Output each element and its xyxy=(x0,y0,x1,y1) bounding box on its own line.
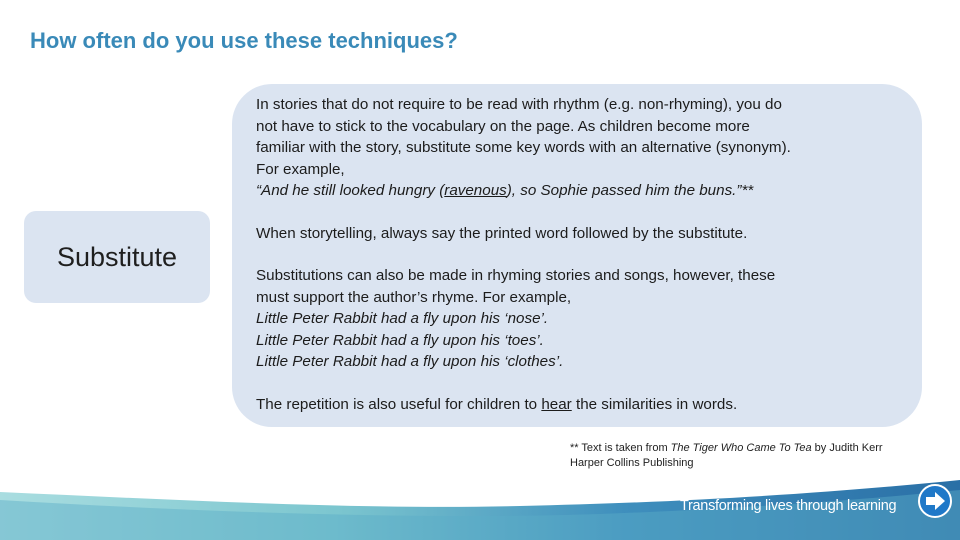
p4-underlined: hear xyxy=(541,395,572,413)
paragraph-line: In stories that do not require to be read with rhythm (e.g. non-rhyming), you do xyxy=(256,96,782,113)
quote-pre: “And he still looked hungry ( xyxy=(256,182,445,199)
paragraph-line xyxy=(256,394,906,416)
p4-post: the similarities in words. xyxy=(571,395,738,413)
tagline: Transforming lives through learning xyxy=(680,498,897,514)
example-quote xyxy=(256,180,906,202)
content-text xyxy=(256,94,906,415)
p4-pre: The repetition is also useful for children to xyxy=(256,395,542,413)
rhyme-line: Little Peter Rabbit had a fly upon his ‘nose’. xyxy=(256,310,549,327)
paragraph-line: Substitutions can also be made in rhyming stories and songs, however, these xyxy=(256,267,776,284)
footnote-suffix: by Judith Kerr xyxy=(811,442,883,454)
quote-post: ), so Sophie passed him the buns.”** xyxy=(506,182,754,199)
quote-synonym: ravenous xyxy=(444,182,507,199)
arrow-right-icon[interactable] xyxy=(918,484,952,518)
paragraph-line: must support the author’s rhyme. For example, xyxy=(256,288,572,306)
paragraph-line: When storytelling, always say the printed word followed by the substitute. xyxy=(256,224,748,242)
footnote-publisher: Harper Collins Publishing xyxy=(570,457,694,469)
paragraph-line: For example, xyxy=(256,160,345,178)
footnote-prefix: ** Text is taken from xyxy=(570,442,671,454)
rhyme-line: Little Peter Rabbit had a fly upon his ‘toes’. xyxy=(256,331,544,349)
technique-label-box xyxy=(24,211,210,303)
technique-label: Substitute xyxy=(56,241,178,272)
page-title: How often do you use these techniques? xyxy=(30,28,458,53)
footnote xyxy=(570,441,930,471)
paragraph-line: familiar with the story, substitute some key words with an alternative (synonym). xyxy=(256,139,791,156)
footnote-line xyxy=(570,441,930,456)
rhyme-line: Little Peter Rabbit had a fly upon his ‘clothes’. xyxy=(256,353,564,370)
footnote-book: The Tiger Who Came To Tea xyxy=(670,442,812,454)
paragraph-line: not have to stick to the vocabulary on the page. As children become more xyxy=(256,117,750,135)
